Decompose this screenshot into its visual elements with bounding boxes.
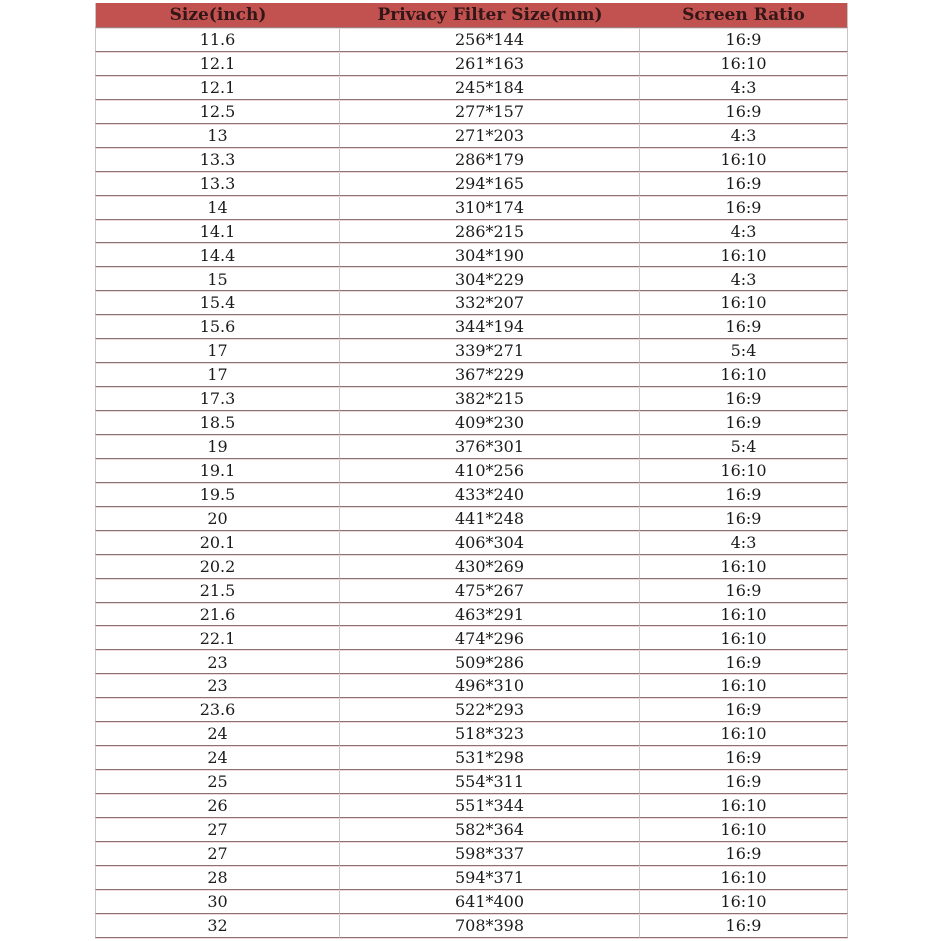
table-cell: 17 [95, 363, 340, 387]
table-row [95, 650, 848, 674]
table-cell: 406*304 [340, 531, 640, 555]
table-cell: 582*364 [340, 818, 640, 842]
table-cell: 16:10 [640, 603, 848, 627]
table-cell: 22.1 [95, 626, 340, 650]
table-cell: 16:10 [640, 794, 848, 818]
table-row [95, 363, 848, 387]
table-row [95, 220, 848, 244]
table-cell: 310*174 [340, 196, 640, 220]
table-cell: 32 [95, 914, 340, 938]
table-cell: 641*400 [340, 890, 640, 914]
table-cell: 16:9 [640, 483, 848, 507]
table-cell: 286*215 [340, 220, 640, 244]
table-cell: 12.1 [95, 52, 340, 76]
table-cell: 16:9 [640, 196, 848, 220]
size-spec-table [95, 3, 848, 938]
size-spec-table-container [95, 3, 848, 938]
table-cell: 16:10 [640, 866, 848, 890]
table-cell: 14 [95, 196, 340, 220]
table-row [95, 196, 848, 220]
table-cell: 522*293 [340, 698, 640, 722]
table-cell: 23.6 [95, 698, 340, 722]
table-row [95, 579, 848, 603]
table-row [95, 411, 848, 435]
table-cell: 16:9 [640, 650, 848, 674]
table-row [95, 674, 848, 698]
table-cell: 463*291 [340, 603, 640, 627]
table-cell: 16:9 [640, 28, 848, 52]
table-row [95, 626, 848, 650]
table-row [95, 243, 848, 267]
table-cell: 25 [95, 770, 340, 794]
table-cell: 16:9 [640, 411, 848, 435]
table-cell: 20.1 [95, 531, 340, 555]
table-row [95, 507, 848, 531]
table-cell: 277*157 [340, 100, 640, 124]
table-cell: 4:3 [640, 267, 848, 291]
table-cell: 12.1 [95, 76, 340, 100]
table-cell: 294*165 [340, 172, 640, 196]
table-cell: 271*203 [340, 124, 640, 148]
table-cell: 30 [95, 890, 340, 914]
table-cell: 496*310 [340, 674, 640, 698]
table-cell: 441*248 [340, 507, 640, 531]
table-cell: 16:10 [640, 363, 848, 387]
table-cell: 598*337 [340, 842, 640, 866]
table-cell: 21.5 [95, 579, 340, 603]
table-cell: 594*371 [340, 866, 640, 890]
table-cell: 16:9 [640, 100, 848, 124]
table-cell: 14.1 [95, 220, 340, 244]
table-row [95, 52, 848, 76]
table-cell: 304*190 [340, 243, 640, 267]
table-row [95, 387, 848, 411]
table-cell: 20 [95, 507, 340, 531]
table-cell: 5:4 [640, 435, 848, 459]
table-cell: 410*256 [340, 459, 640, 483]
table-row [95, 315, 848, 339]
table-cell: 19.5 [95, 483, 340, 507]
table-cell: 16:9 [640, 579, 848, 603]
table-row [95, 818, 848, 842]
column-header-screen-ratio: Screen Ratio [640, 3, 848, 28]
table-row [95, 770, 848, 794]
table-cell: 551*344 [340, 794, 640, 818]
table-cell: 475*267 [340, 579, 640, 603]
table-cell: 18.5 [95, 411, 340, 435]
table-cell: 21.6 [95, 603, 340, 627]
table-row [95, 794, 848, 818]
table-cell: 708*398 [340, 914, 640, 938]
column-header-size-inch: Size(inch) [95, 3, 340, 28]
table-row [95, 28, 848, 52]
table-cell: 245*184 [340, 76, 640, 100]
table-cell: 19.1 [95, 459, 340, 483]
table-cell: 16:9 [640, 172, 848, 196]
table-body [95, 28, 848, 938]
table-cell: 16:9 [640, 770, 848, 794]
table-row [95, 291, 848, 315]
table-row [95, 172, 848, 196]
table-cell: 26 [95, 794, 340, 818]
table-cell: 261*163 [340, 52, 640, 76]
column-header-privacy-filter-size: Privacy Filter Size(mm) [340, 3, 640, 28]
table-row [95, 555, 848, 579]
table-cell: 16:10 [640, 555, 848, 579]
table-cell: 16:10 [640, 52, 848, 76]
table-cell: 554*311 [340, 770, 640, 794]
table-row [95, 435, 848, 459]
table-row [95, 339, 848, 363]
table-cell: 16:10 [640, 722, 848, 746]
table-cell: 24 [95, 746, 340, 770]
table-cell: 4:3 [640, 220, 848, 244]
table-cell: 16:9 [640, 507, 848, 531]
table-cell: 304*229 [340, 267, 640, 291]
table-cell: 4:3 [640, 76, 848, 100]
table-cell: 16:9 [640, 698, 848, 722]
table-cell: 12.5 [95, 100, 340, 124]
table-cell: 23 [95, 650, 340, 674]
table-cell: 16:10 [640, 674, 848, 698]
table-cell: 17.3 [95, 387, 340, 411]
table-cell: 4:3 [640, 124, 848, 148]
table-cell: 14.4 [95, 243, 340, 267]
table-cell: 13 [95, 124, 340, 148]
table-row [95, 76, 848, 100]
table-cell: 518*323 [340, 722, 640, 746]
table-row [95, 890, 848, 914]
table-cell: 409*230 [340, 411, 640, 435]
table-row [95, 698, 848, 722]
table-cell: 509*286 [340, 650, 640, 674]
table-cell: 15.4 [95, 291, 340, 315]
table-row [95, 914, 848, 938]
table-cell: 16:9 [640, 746, 848, 770]
table-cell: 16:10 [640, 148, 848, 172]
table-cell: 23 [95, 674, 340, 698]
table-row [95, 124, 848, 148]
table-cell: 20.2 [95, 555, 340, 579]
table-row [95, 866, 848, 890]
table-row [95, 267, 848, 291]
table-cell: 13.3 [95, 172, 340, 196]
table-row [95, 746, 848, 770]
table-cell: 286*179 [340, 148, 640, 172]
table-cell: 16:10 [640, 291, 848, 315]
table-cell: 11.6 [95, 28, 340, 52]
table-cell: 27 [95, 842, 340, 866]
table-row [95, 842, 848, 866]
table-cell: 13.3 [95, 148, 340, 172]
table-row [95, 100, 848, 124]
table-cell: 28 [95, 866, 340, 890]
table-header-row [95, 3, 848, 28]
table-cell: 16:9 [640, 842, 848, 866]
table-cell: 474*296 [340, 626, 640, 650]
table-cell: 16:10 [640, 459, 848, 483]
table-cell: 16:10 [640, 890, 848, 914]
table-cell: 24 [95, 722, 340, 746]
table-cell: 332*207 [340, 291, 640, 315]
table-row [95, 148, 848, 172]
table-cell: 16:9 [640, 387, 848, 411]
table-cell: 4:3 [640, 531, 848, 555]
table-cell: 344*194 [340, 315, 640, 339]
table-cell: 16:10 [640, 243, 848, 267]
table-cell: 433*240 [340, 483, 640, 507]
table-cell: 339*271 [340, 339, 640, 363]
table-row [95, 459, 848, 483]
table-row [95, 483, 848, 507]
table-cell: 17 [95, 339, 340, 363]
table-cell: 15 [95, 267, 340, 291]
table-cell: 16:10 [640, 818, 848, 842]
table-row [95, 603, 848, 627]
table-cell: 367*229 [340, 363, 640, 387]
table-cell: 16:10 [640, 626, 848, 650]
table-row [95, 531, 848, 555]
table-cell: 382*215 [340, 387, 640, 411]
table-row [95, 722, 848, 746]
table-cell: 5:4 [640, 339, 848, 363]
table-cell: 531*298 [340, 746, 640, 770]
table-cell: 19 [95, 435, 340, 459]
table-cell: 15.6 [95, 315, 340, 339]
table-cell: 27 [95, 818, 340, 842]
table-cell: 376*301 [340, 435, 640, 459]
table-cell: 256*144 [340, 28, 640, 52]
table-cell: 16:9 [640, 914, 848, 938]
table-cell: 430*269 [340, 555, 640, 579]
table-cell: 16:9 [640, 315, 848, 339]
